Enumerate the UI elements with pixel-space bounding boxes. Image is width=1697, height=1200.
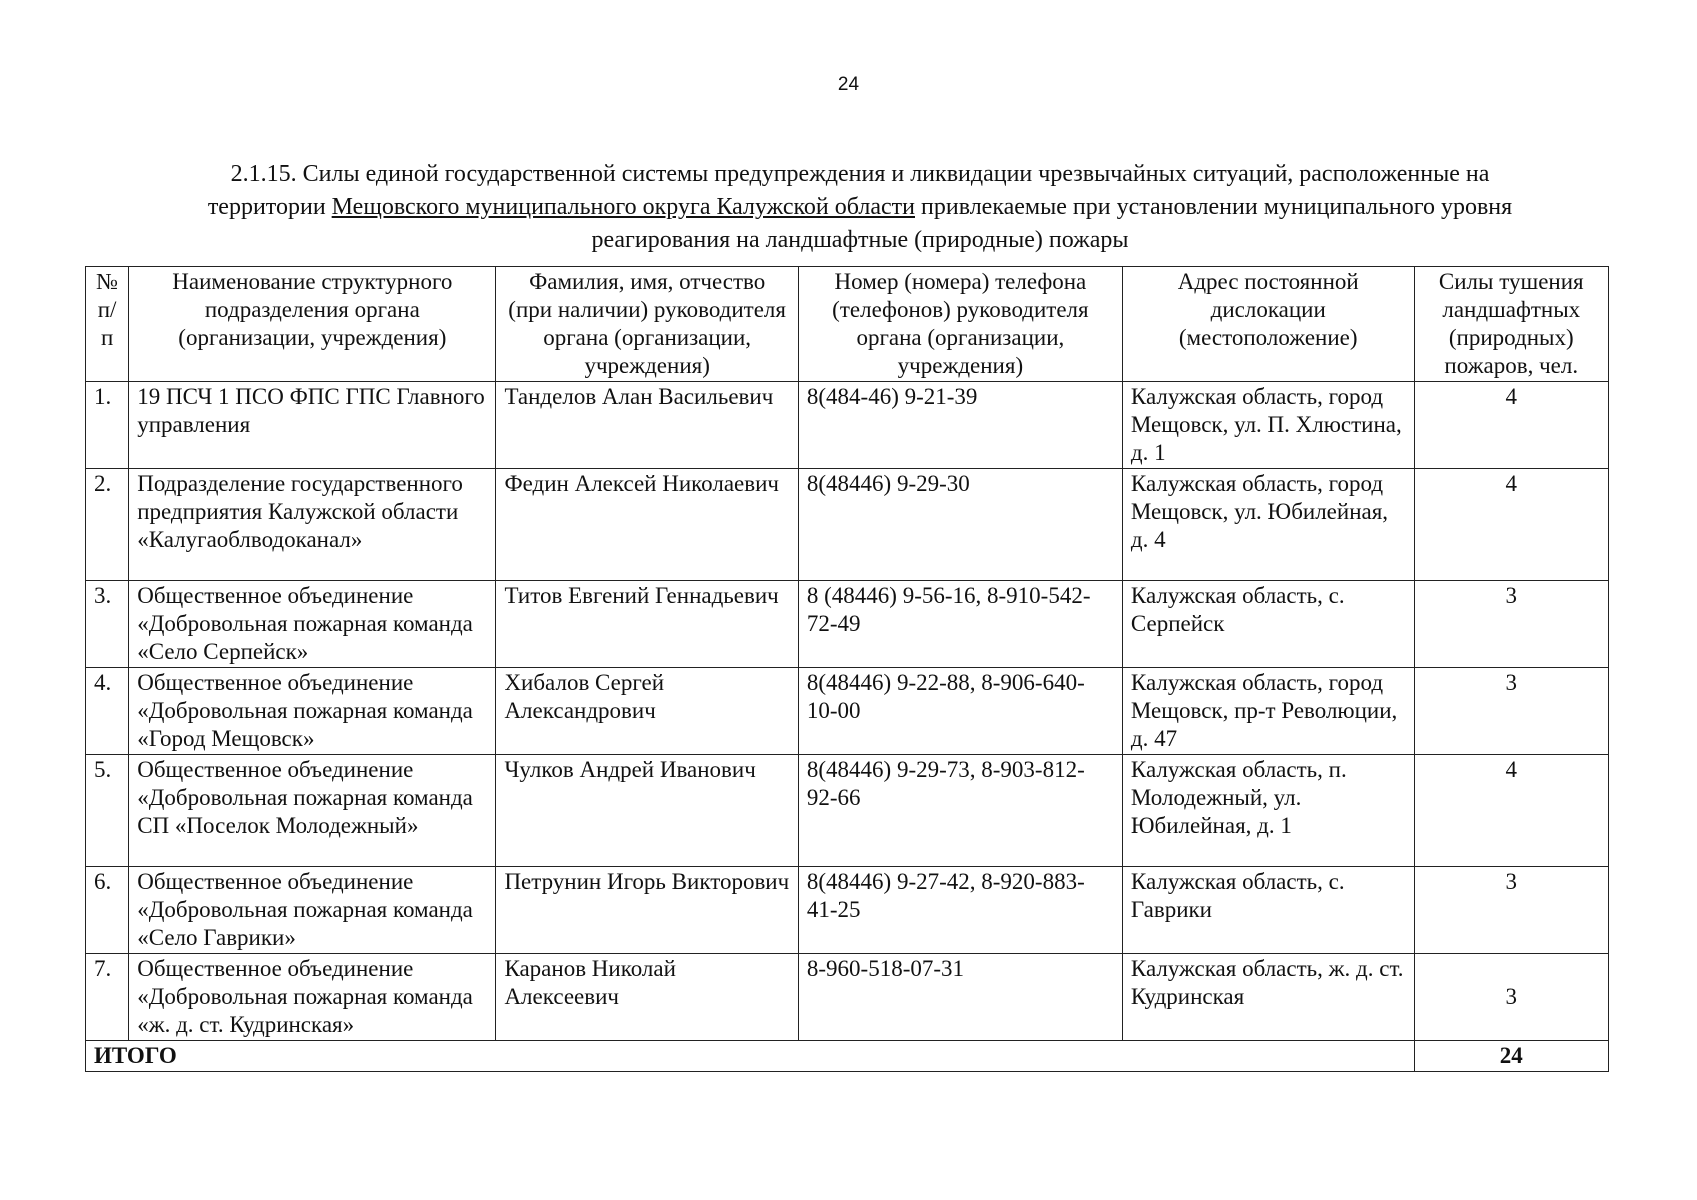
cell-phone: 8(48446) 9-29-73, 8-903-812-92-66	[798, 755, 1122, 867]
cell-head: Петрунин Игорь Викторович	[496, 867, 798, 954]
cell-unit: Подразделение государственного предприятия Калужской области «Калугаоблводоканал»	[129, 469, 496, 581]
cell-num: 2.	[86, 469, 129, 581]
cell-num: 6.	[86, 867, 129, 954]
cell-forces: 4	[1414, 382, 1608, 469]
header-num: № п/п	[86, 267, 129, 382]
cell-unit: Общественное объединение «Добровольная пожарная команда «Город Мещовск»	[129, 668, 496, 755]
cell-forces: 3	[1414, 668, 1608, 755]
table-row	[86, 755, 1609, 867]
cell-phone: 8(48446) 9-22-88, 8-906-640-10-00	[798, 668, 1122, 755]
cell-head: Федин Алексей Николаевич	[496, 469, 798, 581]
cell-num: 5.	[86, 755, 129, 867]
cell-address: Калужская область, п. Молодежный, ул. Юбилейная, д. 1	[1122, 755, 1414, 867]
cell-num: 1.	[86, 382, 129, 469]
table-row	[86, 469, 1609, 581]
cell-address: Калужская область, ж. д. ст. Кудринская	[1122, 954, 1414, 1041]
table-row	[86, 867, 1609, 954]
cell-address: Калужская область, город Мещовск, ул. П. Хлюстина, д. 1	[1122, 382, 1414, 469]
header-head: Фамилия, имя, отчество (при наличии) руководителя органа (организации, учреждения)	[496, 267, 798, 382]
table-row	[86, 382, 1609, 469]
heading-line-2	[110, 191, 1610, 224]
cell-num: 4.	[86, 668, 129, 755]
cell-forces: 3	[1414, 581, 1608, 668]
cell-forces: 3	[1414, 954, 1608, 1041]
header-unit: Наименование структурного подразделения органа (организации, учреждения)	[129, 267, 496, 382]
cell-unit: Общественное объединение «Добровольная пожарная команда «Село Гаврики»	[129, 867, 496, 954]
forces-table	[85, 266, 1609, 1072]
cell-num: 7.	[86, 954, 129, 1041]
cell-head: Хибалов Сергей Александрович	[496, 668, 798, 755]
header-forces: Силы тушения ландшафтных (природных) пожаров, чел.	[1414, 267, 1608, 382]
total-label: ИТОГО	[86, 1041, 1415, 1072]
header-phone: Номер (номера) телефона (телефонов) руководителя органа (организации, учреждения)	[798, 267, 1122, 382]
cell-unit: 19 ПСЧ 1 ПСО ФПС ГПС Главного управления	[129, 382, 496, 469]
cell-head: Чулков Андрей Иванович	[496, 755, 798, 867]
table-row	[86, 954, 1609, 1041]
cell-unit: Общественное объединение «Добровольная пожарная команда «ж. д. ст. Кудринская»	[129, 954, 496, 1041]
total-row	[86, 1041, 1609, 1072]
cell-head: Каранов Николай Алексеевич	[496, 954, 798, 1041]
cell-forces: 4	[1414, 469, 1608, 581]
heading-municipality: Мещовского муниципального округа Калужской области	[331, 194, 915, 220]
cell-phone: 8(484-46) 9-21-39	[798, 382, 1122, 469]
cell-address: Калужская область, город Мещовск, ул. Юбилейная, д. 4	[1122, 469, 1414, 581]
cell-forces: 4	[1414, 755, 1608, 867]
cell-address: Калужская область, с. Серпейск	[1122, 581, 1414, 668]
heading-line-2-suffix: привлекаемые при установлении муниципального уровня	[915, 194, 1513, 220]
table-header-row	[86, 267, 1609, 382]
cell-address: Калужская область, город Мещовск, пр-т Революции, д. 47	[1122, 668, 1414, 755]
cell-address: Калужская область, с. Гаврики	[1122, 867, 1414, 954]
cell-forces: 3	[1414, 867, 1608, 954]
header-address: Адрес постоянной дислокации (местоположение)	[1122, 267, 1414, 382]
table-row	[86, 668, 1609, 755]
heading-line-3: реагирования на ландшафтные (природные) пожары	[591, 227, 1129, 253]
cell-unit: Общественное объединение «Добровольная пожарная команда «Село Серпейск»	[129, 581, 496, 668]
cell-head: Танделов Алан Васильевич	[496, 382, 798, 469]
total-value: 24	[1414, 1041, 1608, 1072]
cell-unit: Общественное объединение «Добровольная пожарная команда СП «Поселок Молодежный»	[129, 755, 496, 867]
cell-phone: 8-960-518-07-31	[798, 954, 1122, 1041]
heading-line-2-prefix: территории	[207, 194, 332, 220]
page-number: 24	[837, 74, 860, 95]
section-heading	[110, 158, 1610, 257]
cell-head: Титов Евгений Геннадьевич	[496, 581, 798, 668]
heading-line-1: 2.1.15. Силы единой государственной системы предупреждения и ликвидации чрезвычайных ситуаций, расположенные на	[230, 161, 1490, 187]
cell-num: 3.	[86, 581, 129, 668]
cell-phone: 8 (48446) 9-56-16, 8-910-542-72-49	[798, 581, 1122, 668]
table-row	[86, 581, 1609, 668]
cell-phone: 8(48446) 9-29-30	[798, 469, 1122, 581]
cell-phone: 8(48446) 9-27-42, 8-920-883-41-25	[798, 867, 1122, 954]
